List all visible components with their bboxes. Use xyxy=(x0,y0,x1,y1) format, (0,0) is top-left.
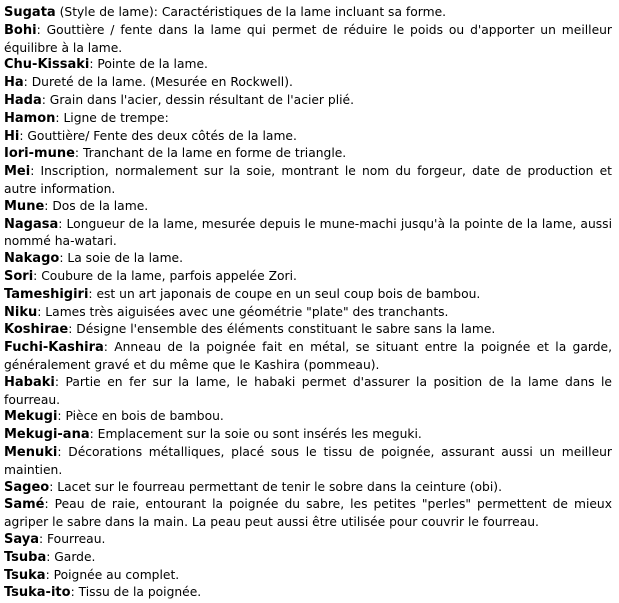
glossary-term: Samé xyxy=(4,497,45,513)
glossary-term: Iori-mune xyxy=(4,146,75,162)
glossary-term: Niku xyxy=(4,304,38,320)
glossary-term: Hamon xyxy=(4,110,56,126)
glossary-definition: : Gouttière / fente dans la lame qui permet de réduire le poids ou d'apporter un meilleur équilibre à la lame. xyxy=(4,22,612,55)
glossary-definition: : Poignée au complet. xyxy=(45,567,180,582)
glossary-entry xyxy=(4,567,612,585)
glossary-entry xyxy=(4,496,612,531)
glossary-term: Bohi xyxy=(4,22,37,38)
glossary-definition: : Peau de raie, entourant la poignée du sabre, les petites "perles" permettent de mieux agriper le sabre dans la main. La peau peut aussi être utilisée pour couvrir le fourreau. xyxy=(4,497,612,530)
glossary-entry xyxy=(4,321,612,339)
glossary-definition: (Style de lame): Caractéristiques de la lame incluant sa forme. xyxy=(55,5,447,19)
glossary-definition: : Inscription, normalement sur la soie, montrant le nom du forgeur, date de production et autre information. xyxy=(4,164,612,196)
glossary-definition: : Grain dans l'acier, dessin résultant de l'acier plié. xyxy=(41,92,355,107)
glossary-entry xyxy=(4,479,612,497)
glossary-term: Sori xyxy=(4,268,34,284)
glossary-entry xyxy=(4,286,612,304)
glossary-term: Saya xyxy=(4,531,39,547)
glossary-entry xyxy=(4,250,612,268)
glossary-definition: : La soie de la lame. xyxy=(59,251,184,266)
glossary-term: Hi xyxy=(4,128,20,144)
glossary-definition: : Longueur de la lame, mesurée depuis le mune-machi jusqu'à la pointe de la lame, aussi nommé ha-watari. xyxy=(4,216,612,249)
glossary-definition: : Garde. xyxy=(46,549,96,564)
glossary-entry xyxy=(4,584,612,602)
glossary-term: Sugata xyxy=(4,5,56,20)
glossary-term: Mune xyxy=(4,198,45,214)
glossary-definition: : Ligne de trempe: xyxy=(55,110,169,125)
glossary-term: Tsuka xyxy=(4,567,46,583)
glossary-definition: : Fourreau. xyxy=(38,531,106,546)
glossary-definition: : Décorations métalliques, placé sous le tissu de poignée, assurant aussi un meilleur maintien. xyxy=(4,444,612,477)
glossary-term: Chu-Kissaki xyxy=(4,57,90,73)
glossary-term: Habaki xyxy=(4,374,55,390)
glossary-definition: : Lames très aiguisées avec une géométrie "plate" des tranchants. xyxy=(37,304,449,319)
glossary-term: Menuki xyxy=(4,444,58,460)
glossary-definition: : Tranchant de la lame en forme de triangle. xyxy=(74,146,347,161)
glossary-entry xyxy=(4,268,612,286)
glossary-definition: : Pièce en bois de bambou. xyxy=(57,409,224,424)
glossary-term: Mei xyxy=(4,164,31,180)
glossary-entry xyxy=(4,426,612,444)
glossary-term: Ha xyxy=(4,75,24,91)
glossary-entry xyxy=(4,339,612,374)
glossary-term: Mekugi xyxy=(4,409,58,425)
glossary-term: Sageo xyxy=(4,479,50,495)
glossary-definition: : Désigne l'ensemble des éléments constituant le sabre sans la lame. xyxy=(68,322,496,337)
glossary-definition: : Tissu de la poignée. xyxy=(70,585,202,600)
glossary-entry xyxy=(4,549,612,567)
glossary-entry xyxy=(4,444,612,479)
glossary-term: Tameshigiri xyxy=(4,286,89,302)
glossary-term: Fuchi-Kashira xyxy=(4,340,104,356)
glossary-definition: : Partie en fer sur la lame, le habaki permet d'assurer la position de la lame dans le fourreau. xyxy=(4,374,612,407)
glossary-definition: : est un art japonais de coupe en un seul coup bois de bambou. xyxy=(88,286,481,301)
glossary-entry xyxy=(4,198,612,216)
glossary-entry xyxy=(4,374,612,409)
glossary-term: Hada xyxy=(4,92,42,108)
glossary-entry xyxy=(4,531,612,549)
glossary-entry xyxy=(4,163,612,198)
glossary-entry xyxy=(4,408,612,426)
glossary-entry xyxy=(4,304,612,322)
glossary-definition: : Dureté de la lame. (Mesurée en Rockwell). xyxy=(23,75,293,90)
glossary-term: Nagasa xyxy=(4,216,59,232)
glossary-entry xyxy=(4,128,612,146)
glossary-definition: : Lacet sur le fourreau permettant de tenir le sobre dans la ceinture (obi). xyxy=(49,479,502,494)
glossary-definition: : Gouttière/ Fente des deux côtés de la lame. xyxy=(19,128,297,143)
glossary-entry xyxy=(4,4,612,22)
glossary-definition: : Emplacement sur la soie ou sont insérés les meguki. xyxy=(89,427,422,442)
glossary-definition: : Dos de la lame. xyxy=(44,198,149,213)
glossary-term: Nakago xyxy=(4,251,60,267)
glossary-entry xyxy=(4,22,612,57)
glossary-definition: : Coubure de la lame, parfois appelée Zori. xyxy=(33,268,297,283)
glossary-entry xyxy=(4,110,612,128)
glossary-entry xyxy=(4,145,612,163)
glossary-term: Koshirae xyxy=(4,322,69,338)
glossary-term: Tsuba xyxy=(4,549,47,565)
sword-glossary xyxy=(4,4,612,602)
glossary-term: Mekugi-ana xyxy=(4,427,90,443)
glossary-entry xyxy=(4,216,612,251)
glossary-entry xyxy=(4,56,612,74)
glossary-definition: : Anneau de la poignée fait en métal, se situant entre la poignée et la garde, généralement gravé et du même que le Kashira (pommeau). xyxy=(4,340,612,372)
glossary-entry xyxy=(4,92,612,110)
glossary-term: Tsuka-ito xyxy=(4,585,71,601)
glossary-entry xyxy=(4,74,612,92)
glossary-definition: : Pointe de la lame. xyxy=(89,57,208,72)
